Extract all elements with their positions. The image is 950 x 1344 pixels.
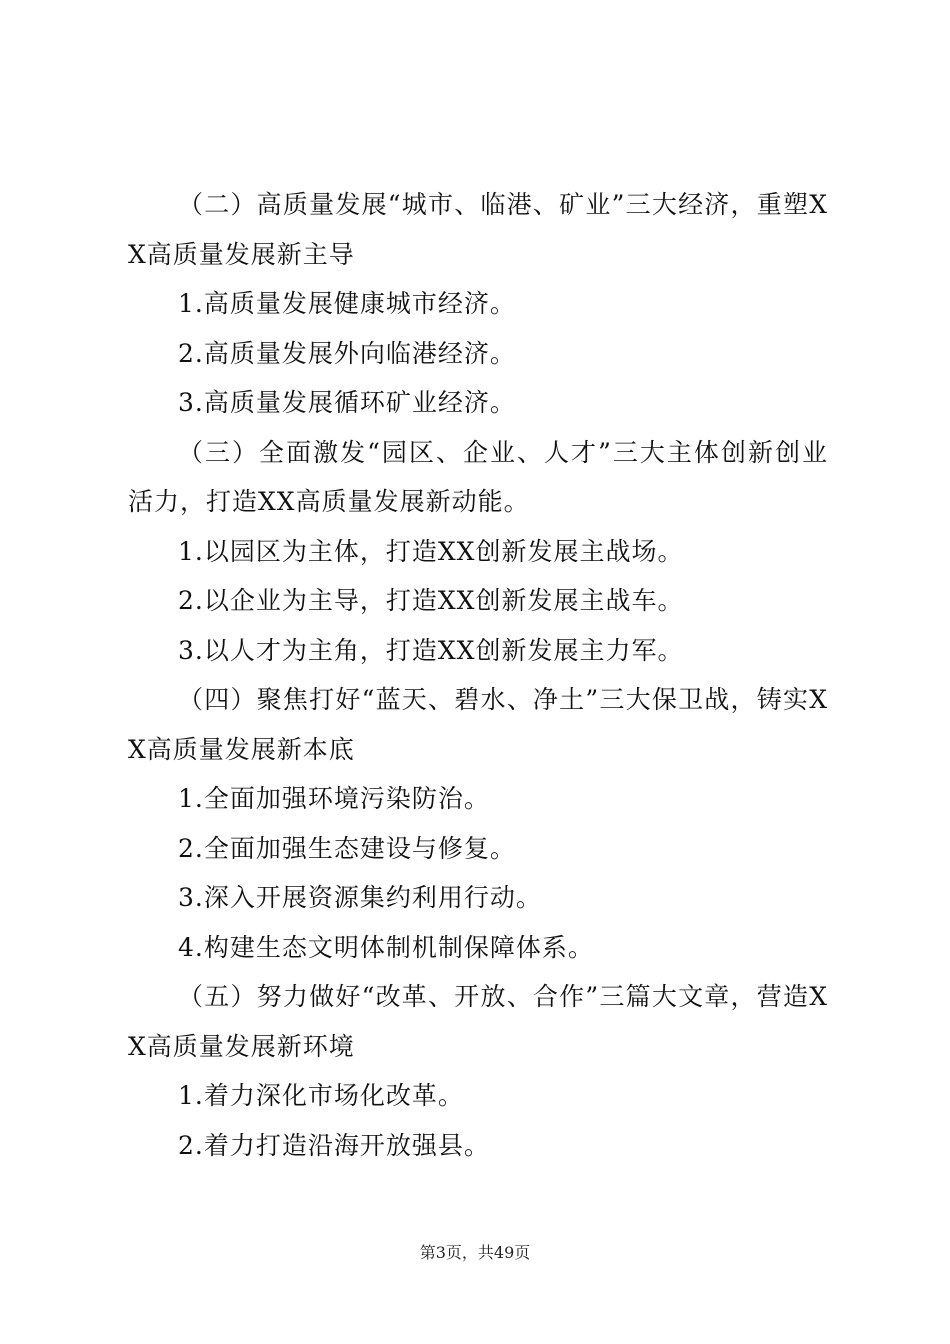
list-item: 1.着力深化市场化改革。 [178, 1081, 464, 1110]
page-number-footer: 第3页，共49页 [419, 1243, 531, 1262]
list-item: 2.着力打造沿海开放强县。 [178, 1130, 490, 1160]
list-item: 1.高质量发展健康城市经济。 [178, 289, 516, 318]
list-item: 3.深入开展资源集约利用行动。 [178, 883, 542, 912]
section-heading-3: （三）全面激发“园区、企业、人才”三大主体创新创业活力，打造XX高质量发展新动能。 [128, 437, 828, 516]
list-item: 1.全面加强环境污染防治。 [178, 784, 490, 813]
section-heading-2: （二）高质量发展“城市、临港、矿业”三大经济，重塑XX高质量发展新主导 [128, 190, 828, 269]
list-item: 1.以园区为主体，打造XX创新发展主战场。 [178, 536, 684, 566]
list-item: 3.以人才为主角，打造XX创新发展主力军。 [178, 635, 684, 665]
list-item: 3.高质量发展循环矿业经济。 [178, 388, 516, 417]
list-item: 2.全面加强生态建设与修复。 [178, 833, 516, 863]
section-heading-5: （五）努力做好“改革、开放、合作”三篇大文章，营造XX高质量发展新环境 [128, 982, 828, 1061]
list-item: 2.高质量发展外向临港经济。 [178, 338, 516, 368]
document-body [128, 180, 828, 1170]
section-heading-4: （四）聚焦打好“蓝天、碧水、净土”三大保卫战，铸实XX高质量发展新本底 [128, 685, 828, 764]
list-item: 4.构建生态文明体制机制保障体系。 [178, 932, 594, 962]
list-item: 2.以企业为主导，打造XX创新发展主战车。 [178, 586, 684, 615]
